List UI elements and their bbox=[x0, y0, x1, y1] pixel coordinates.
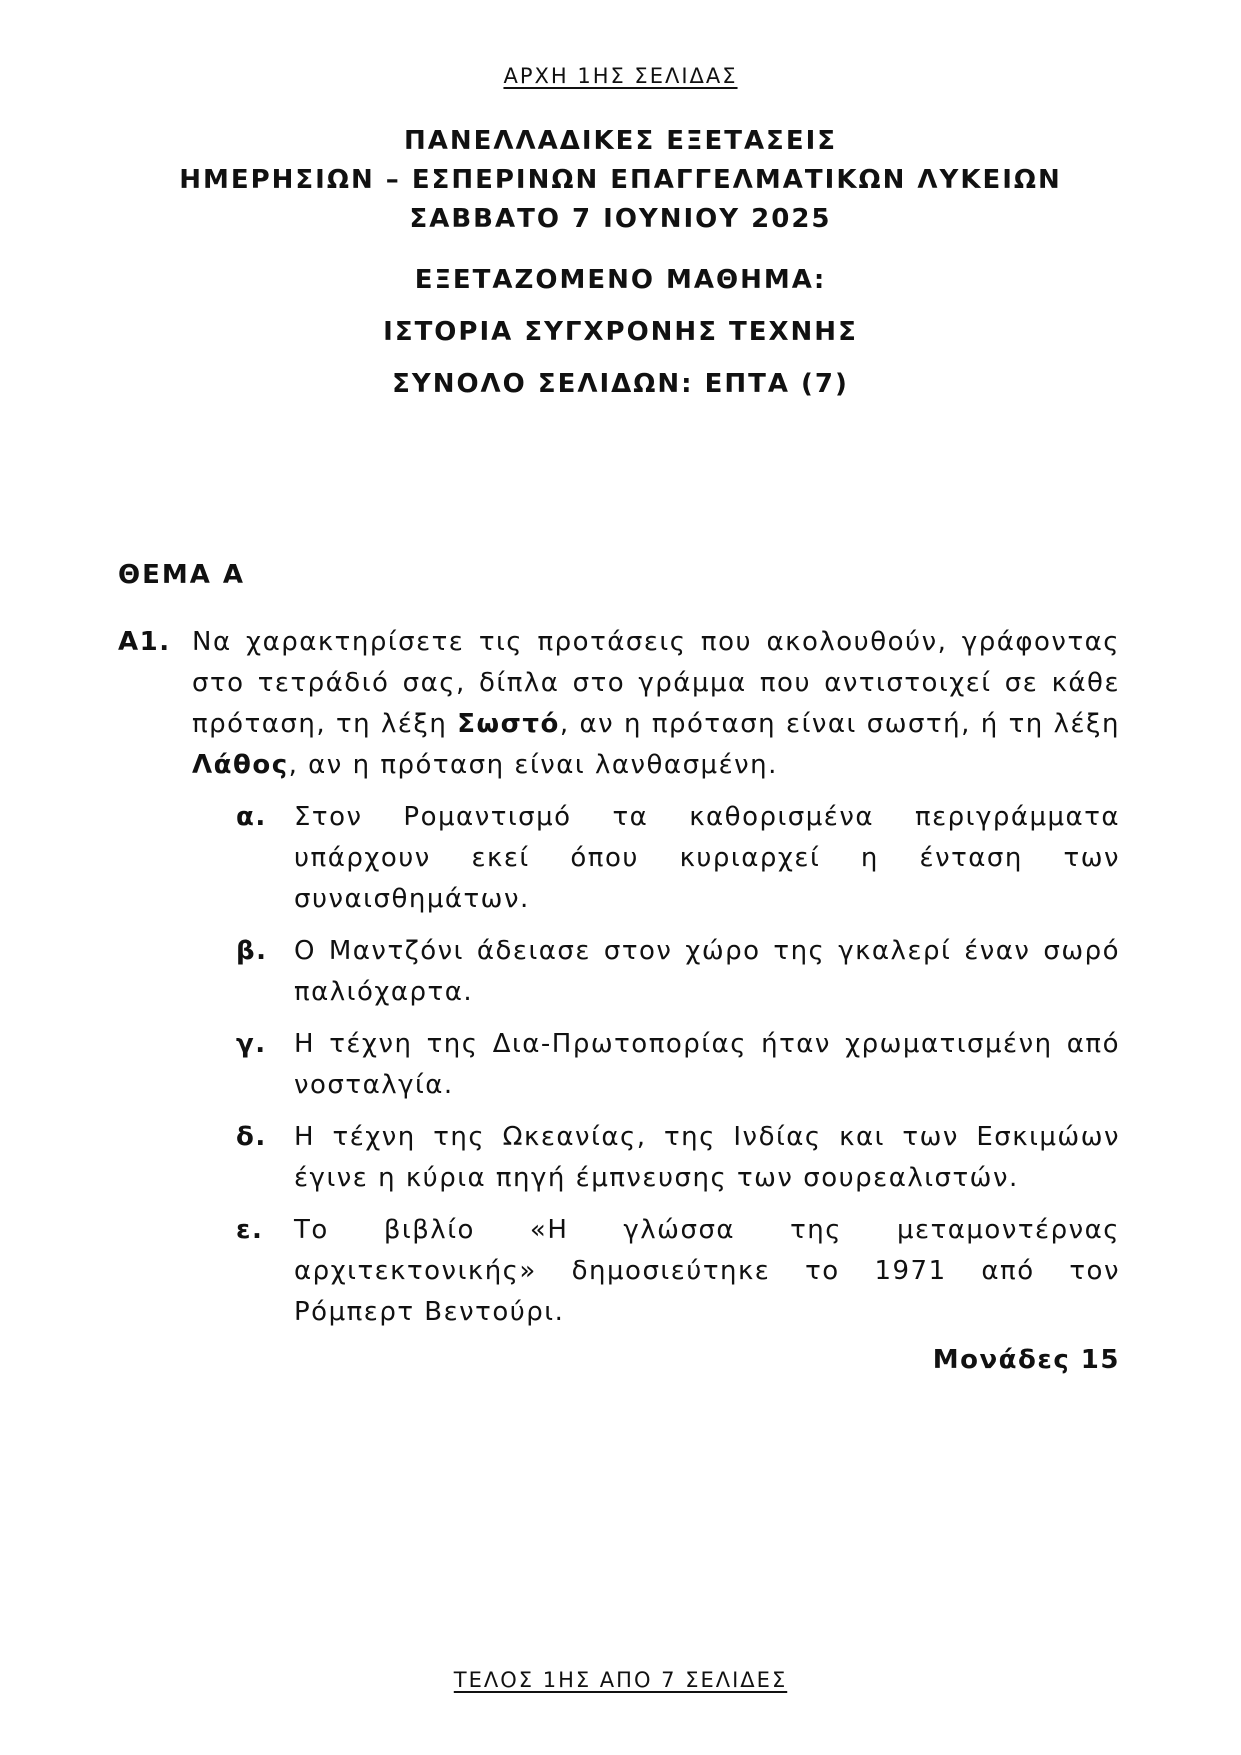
instructions-part2: , αν η πρόταση είναι σωστή, ή τη λέξη bbox=[559, 709, 1120, 739]
subject-block bbox=[0, 254, 1241, 410]
statement-item bbox=[236, 797, 1120, 920]
statement-text: Το βιβλίο «Η γλώσσα της μεταμοντέρνας αρχιτεκτονικής» δημοσιεύτηκε το 1971 από τον Ρόμπερτ Βεντούρι. bbox=[294, 1215, 1120, 1327]
theme-heading: ΘΕΜΑ Α bbox=[118, 560, 246, 590]
keyword-wrong: Λάθος bbox=[192, 750, 289, 780]
exam-title-line1: ΠΑΝΕΛΛΑΔΙΚΕΣ ΕΞΕΤΑΣΕΙΣ bbox=[403, 126, 838, 156]
statement-item bbox=[236, 1024, 1120, 1106]
statement-list bbox=[236, 797, 1120, 1333]
question-instructions bbox=[192, 622, 1120, 786]
keyword-correct: Σωστό bbox=[457, 709, 560, 739]
statement-text: Στον Ρομαντισμό τα καθορισμένα περιγράμματα υπάρχουν εκεί όπου κυριαρχεί η ένταση των συναισθημάτων. bbox=[294, 802, 1120, 914]
page-end-marker: ΤΕΛΟΣ 1ΗΣ ΑΠΟ 7 ΣΕΛΙΔΕΣ bbox=[453, 1668, 788, 1692]
statement-text: Η τέχνη της Ωκεανίας, της Ινδίας και των Εσκιμώων έγινε η κύρια πηγή έμπνευσης των σουρεαλιστών. bbox=[294, 1122, 1120, 1193]
statement-item bbox=[236, 1117, 1120, 1199]
exam-date: ΣΑΒΒΑΤΟ 7 ΙΟΥΝΙΟΥ 2025 bbox=[409, 204, 832, 234]
question-a1 bbox=[118, 622, 1120, 1381]
question-number: Α1. bbox=[118, 627, 171, 657]
instructions-part3: , αν η πρόταση είναι λανθασμένη. bbox=[288, 750, 778, 780]
subject-name: ΙΣΤΟΡΙΑ ΣΥΓΧΡΟΝΗΣ ΤΕΧΝΗΣ bbox=[383, 317, 858, 347]
page-start-marker: ΑΡΧΗ 1ΗΣ ΣΕΛΙΔΑΣ bbox=[503, 64, 738, 88]
marks-label: Μονάδες 15 bbox=[932, 1345, 1120, 1375]
exam-title-line2: ΗΜΕΡΗΣΙΩΝ – ΕΣΠΕΡΙΝΩΝ ΕΠΑΓΓΕΛΜΑΤΙΚΩΝ ΛΥΚΕΙΩΝ bbox=[179, 165, 1062, 195]
statement-item bbox=[236, 1210, 1120, 1333]
total-pages: ΣΥΝΟΛΟ ΣΕΛΙΔΩΝ: ΕΠΤΑ (7) bbox=[392, 369, 849, 399]
statement-text: Ο Μαντζόνι άδειασε στον χώρο της γκαλερί έναν σωρό παλιόχαρτα. bbox=[294, 936, 1120, 1007]
exam-header bbox=[0, 122, 1241, 239]
statement-letter: α. bbox=[236, 802, 267, 832]
statement-letter: β. bbox=[236, 936, 268, 966]
statement-letter: δ. bbox=[236, 1122, 267, 1152]
question-a1-row bbox=[118, 622, 1120, 786]
statement-text: Η τέχνη της Δια-Πρωτοπορίας ήταν χρωματισμένη από νοσταλγία. bbox=[294, 1029, 1120, 1100]
statement-item bbox=[236, 931, 1120, 1013]
instructions-part1: Να χαρακτηρίσετε τις προτάσεις που ακολουθούν, γράφοντας στο τετράδιό σας, δίπλα στο γράμμα που αντιστοιχεί σε κάθε πρόταση, τη λέξη bbox=[192, 627, 1120, 739]
statement-letter: ε. bbox=[236, 1215, 264, 1245]
statement-letter: γ. bbox=[236, 1029, 267, 1059]
subject-label: ΕΞΕΤΑΖΟΜΕΝΟ ΜΑΘΗΜΑ: bbox=[414, 265, 827, 295]
